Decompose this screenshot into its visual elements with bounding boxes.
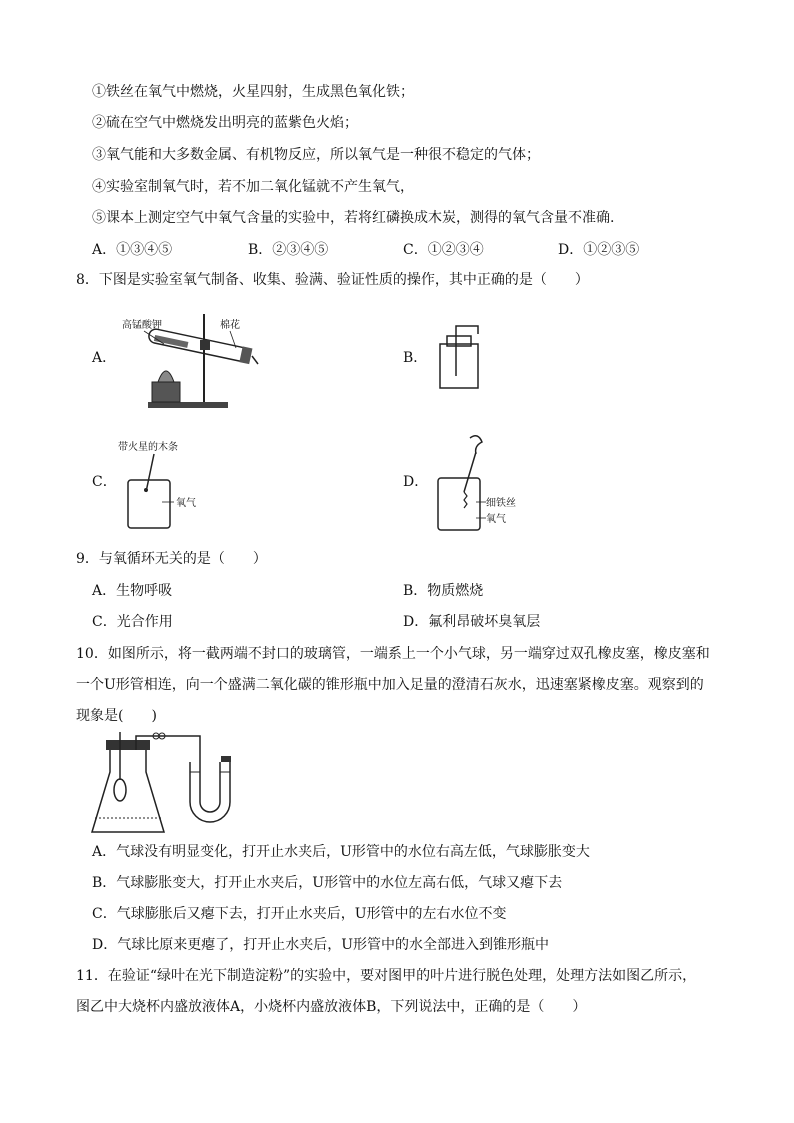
fig-c-oxygen-label: 氧气 bbox=[176, 498, 196, 509]
rubber-stopper bbox=[106, 740, 150, 750]
q9-option-d: D．氟利昂破坏臭氧层 bbox=[403, 614, 541, 630]
q7-option-d: D．①②③⑤ bbox=[558, 242, 640, 258]
q8-label-d: D． bbox=[403, 474, 429, 490]
q9-option-c: C．光合作用 bbox=[92, 614, 173, 630]
conical-flask bbox=[92, 748, 164, 832]
u-tube-inner bbox=[200, 762, 220, 812]
q10-stem-line-1: 10．如图所示，将一截两端不封口的玻璃管，一端系上一个小气球，另一端穿过双孔橡皮塞，橡皮塞和 bbox=[76, 646, 710, 662]
q9-option-a: A．生物呼吸 bbox=[92, 583, 173, 599]
q8-label-c: C． bbox=[92, 474, 117, 490]
fig-a-kmno4-label: 高锰酸钾 bbox=[122, 320, 162, 331]
statement-2: ②硫在空气中燃烧发出明亮的蓝紫色火焰； bbox=[92, 115, 358, 131]
test-tube bbox=[148, 328, 249, 362]
q9-stem: 9．与氧循环无关的是（ ） bbox=[76, 551, 267, 567]
fig-c-splint-label: 带火星的木条 bbox=[118, 442, 178, 453]
clamp bbox=[200, 340, 210, 350]
stopper bbox=[239, 346, 252, 364]
q8-stem: 8．下图是实验室氧气制备、收集、验满、验证性质的操作，其中正确的是（ ） bbox=[76, 272, 589, 288]
figure-flask-u-tube bbox=[90, 732, 250, 838]
gas-jar bbox=[438, 478, 480, 530]
alcohol-lamp bbox=[152, 382, 180, 402]
q7-option-c: C．①②③④ bbox=[403, 242, 484, 258]
q8-label-b: B． bbox=[403, 350, 428, 366]
fig-d-wire-label: 细铁丝 bbox=[486, 498, 516, 509]
q11-stem-line-1: 11．在验证“绿叶在光下制造淀粉”的实验中，要对图甲的叶片进行脱色处理，处理方法如图乙所示， bbox=[76, 968, 697, 984]
q10-option-d: D．气球比原来更瘪了，打开止水夹后，U形管中的水全部进入到锥形瓶中 bbox=[92, 937, 550, 953]
tongs bbox=[470, 436, 482, 454]
delivery-tube bbox=[456, 326, 478, 376]
statement-1: ①铁丝在氧气中燃烧，火星四射，生成黑色氧化铁； bbox=[92, 84, 414, 100]
q10-stem-line-3: 现象是( ) bbox=[76, 708, 157, 724]
q10-option-a: A．气球没有明显变化，打开止水夹后，U形管中的水位右高左低，气球膨胀变大 bbox=[92, 844, 590, 860]
q9-option-b: B．物质燃烧 bbox=[403, 583, 484, 599]
figure-d-iron-wire bbox=[430, 432, 560, 534]
q7-option-a: A．①③④⑤ bbox=[92, 242, 173, 258]
q8-label-a: A． bbox=[92, 350, 117, 366]
fig-d-oxygen-label: 氧气 bbox=[486, 514, 506, 525]
figure-b-gas-jar bbox=[430, 320, 490, 392]
gas-jar bbox=[440, 344, 478, 388]
statement-5: ⑤课本上测定空气中氧气含量的实验中，若将红磷换成木炭，测得的氧气含量不准确. bbox=[92, 210, 615, 226]
stand-base bbox=[148, 402, 228, 408]
figure-c-glowing-splint bbox=[118, 440, 248, 532]
u-tube-outer bbox=[190, 762, 230, 822]
flame bbox=[158, 371, 174, 382]
gas-jar bbox=[128, 480, 170, 528]
q11-stem-line-2: 图乙中大烧杯内盛放液体A，小烧杯内盛放液体B，下列说法中，正确的是（ ） bbox=[76, 999, 587, 1015]
q10-option-c: C．气球膨胀后又瘪下去，打开止水夹后，U形管中的左右水位不变 bbox=[92, 906, 507, 922]
q7-option-b: B．②③④⑤ bbox=[248, 242, 329, 258]
q10-option-b: B．气球膨胀变大，打开止水夹后，U形管中的水位左高右低，气球又瘪下去 bbox=[92, 875, 563, 891]
statement-4: ④实验室制氧气时，若不加二氧化锰就不产生氧气， bbox=[92, 179, 414, 195]
figure-a-heating-apparatus bbox=[118, 304, 260, 414]
iron-wire bbox=[464, 492, 467, 508]
statement-3: ③氧气能和大多数金属、有机物反应，所以氧气是一种很不稳定的气体； bbox=[92, 147, 540, 163]
q10-stem-line-2: 一个U形管相连，向一个盛满二氧化碳的锥形瓶中加入足量的澄清石灰水，迅速塞紧橡皮塞。观察到的 bbox=[76, 677, 704, 693]
fig-a-cotton-label: 棉花 bbox=[220, 320, 240, 331]
balloon bbox=[114, 779, 126, 801]
splint bbox=[146, 454, 154, 492]
